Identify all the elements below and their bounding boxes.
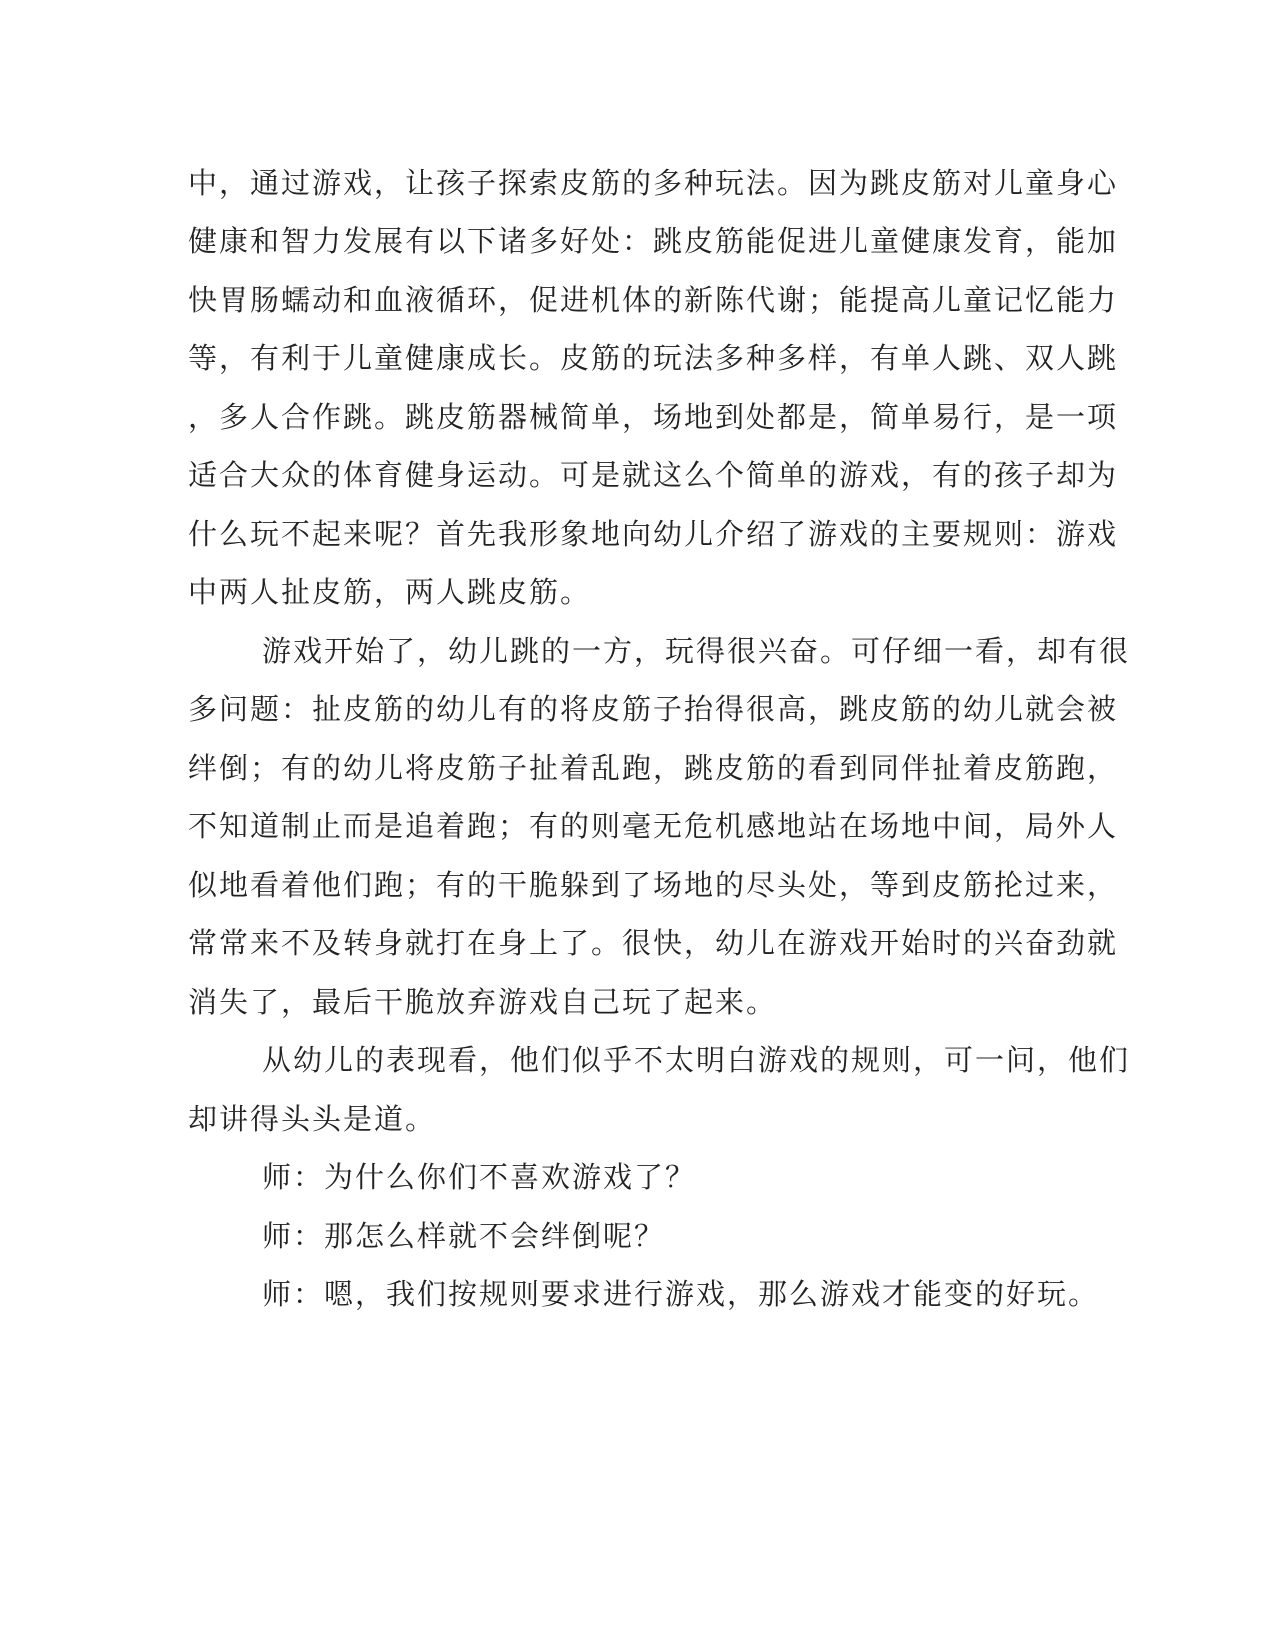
paragraph-2-line-7: 消失了，最后干脆放弃游戏自己玩了起来。 — [188, 985, 778, 1019]
paragraph-1-line-2: 健康和智力发展有以下诸多好处：跳皮筋能促进儿童健康发育，能加 — [188, 224, 1119, 258]
paragraph-1-line-3: 快胃肠蠕动和血液循环，促进机体的新陈代谢；能提高儿童记忆能力 — [188, 283, 1119, 317]
paragraph-2-line-2: 多问题：扯皮筋的幼儿有的将皮筋子抬得很高，跳皮筋的幼儿就会被 — [188, 692, 1119, 726]
paragraph-2-line-6: 常常来不及转身就打在身上了。很快，幼儿在游戏开始时的兴奋劲就 — [188, 926, 1119, 960]
paragraph-1-line-8: 中两人扯皮筋，两人跳皮筋。 — [188, 575, 592, 609]
paragraph-1-line-7: 什么玩不起来呢？首先我形象地向幼儿介绍了游戏的主要规则：游戏 — [188, 517, 1119, 551]
paragraph-2-line-3: 绊倒；有的幼儿将皮筋子扯着乱跑，跳皮筋的看到同伴扯着皮筋跑， — [188, 751, 1119, 785]
dialogue-line-3: 师：嗯，我们按规则要求进行游戏，那么游戏才能变的好玩。 — [262, 1277, 1100, 1311]
paragraph-1-line-6: 适合大众的体育健身运动。可是就这么个简单的游戏，有的孩子却为 — [188, 458, 1119, 492]
paragraph-2-line-5: 似地看着他们跑；有的干脆躲到了场地的尽头处，等到皮筋抡过来， — [188, 868, 1119, 902]
paragraph-2-line-4: 不知道制止而是追着跑；有的则毫无危机感地站在场地中间，局外人 — [188, 809, 1119, 843]
paragraph-1-line-4: 等，有利于儿童健康成长。皮筋的玩法多种多样，有单人跳、双人跳 — [188, 341, 1119, 375]
paragraph-2-line-1: 游戏开始了，幼儿跳的一方，玩得很兴奋。可仔细一看，却有很 — [262, 634, 1131, 668]
dialogue-line-2: 师：那怎么样就不会绊倒呢？ — [262, 1219, 666, 1253]
paragraph-1-line-1: 中，通过游戏，让孩子探索皮筋的多种玩法。因为跳皮筋对儿童身心 — [188, 166, 1119, 200]
paragraph-1-line-5: ，多人合作跳。跳皮筋器械简单，场地到处都是，简单易行，是一项 — [188, 400, 1119, 434]
paragraph-3-line-1: 从幼儿的表现看，他们似乎不太明白游戏的规则，可一问，他们 — [262, 1043, 1131, 1077]
dialogue-line-1: 师：为什么你们不喜欢游戏了？ — [262, 1160, 697, 1194]
paragraph-3-line-2: 却讲得头头是道。 — [188, 1102, 437, 1136]
